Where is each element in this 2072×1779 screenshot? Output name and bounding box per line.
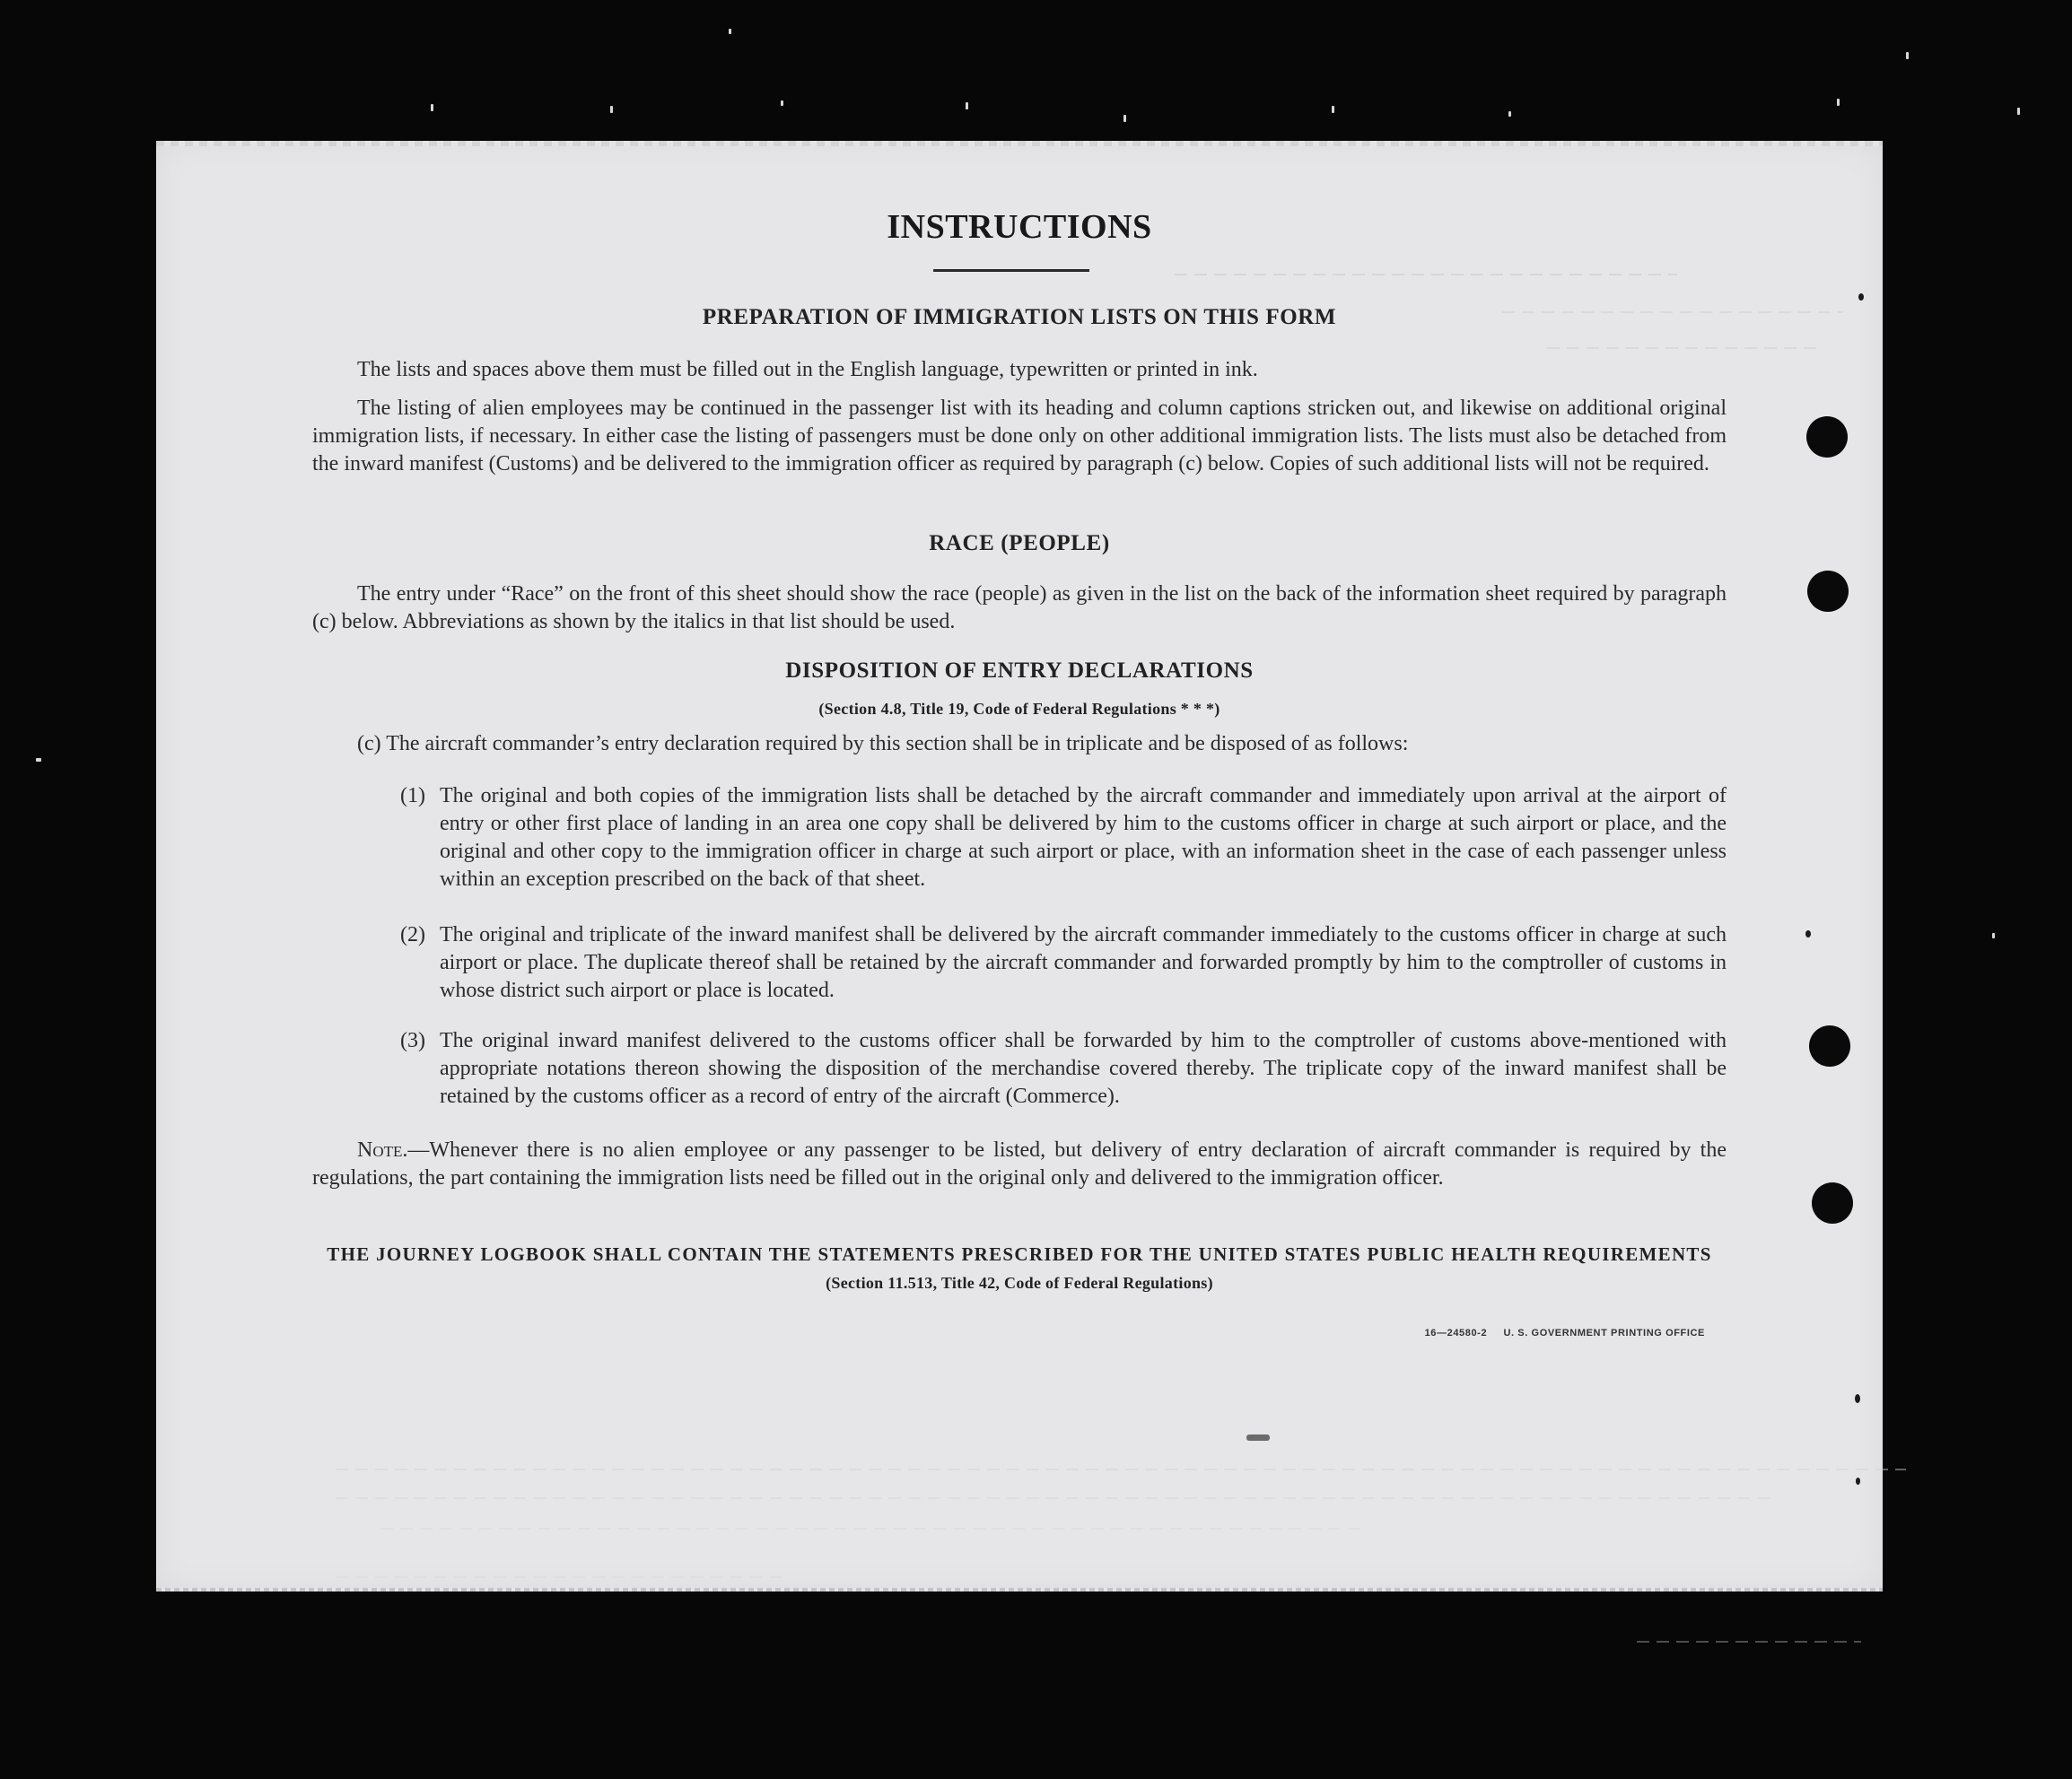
bleed-through-line: [336, 1576, 784, 1578]
title-underline: [933, 269, 1089, 272]
bleed-through-line: [336, 1469, 1906, 1470]
item-1-text: The original and both copies of the immigration lists shall be detached by the aircraft commander and immediately upon arrival at the airport of entry or other first place of landing in an area one copy shall be delivered by him to the customs officer in charge at such airport or place, and the original and other copy to the immigration officer in charge at such airport or place, with an information sheet in the case of each passenger unless within an exception prescribed on the back of that sheet.: [440, 784, 1727, 891]
item-3-text: The original inward manifest delivered to the customs officer shall be forwarded by him to the comptroller of customs above-mentioned with appropriate notations thereon showing the disposition of the merchandise covered thereby. The triplicate copy of the inward manifest shall be retained by the customs officer as a record of entry of the aircraft (Commerce).: [440, 1029, 1727, 1108]
dust-speck: [2017, 108, 2020, 115]
punch-hole: [1812, 1182, 1853, 1224]
bleed-through-line: [336, 1497, 1771, 1499]
item-3-number: (3): [400, 1029, 425, 1052]
page-title: INSTRUCTIONS: [887, 208, 1152, 246]
ink-mark: [1856, 1478, 1860, 1485]
dust-speck: [1123, 115, 1126, 122]
note-label: Note.: [357, 1138, 408, 1162]
dust-speck: [1906, 52, 1909, 59]
dust-speck: [1837, 99, 1840, 106]
dust-speck: [1508, 111, 1511, 117]
instruction-sheet: [156, 141, 1883, 1592]
health-requirements-line: THE JOURNEY LOGBOOK SHALL CONTAIN THE STATEMENTS PRESCRIBED FOR THE UNITED STATES PUBLIC HEALTH REQUIREMENTS: [327, 1243, 1712, 1265]
note-text: —Whenever there is no alien employee or any passenger to be listed, but delivery of entry declaration of aircraft commander is required by the regulations, the part containing the immigration lists need be filled out in the original only and delivered to the immigration officer.: [312, 1138, 1727, 1190]
disposition-citation: (Section 4.8, Title 19, Code of Federal Regulations * * *): [818, 700, 1220, 718]
bleed-through-line: [1547, 347, 1816, 349]
bleed-through-line: [380, 1528, 1368, 1530]
item-2-number: (2): [400, 923, 425, 946]
dust-speck: [1992, 933, 1995, 938]
section-heading-preparation: PREPARATION OF IMMIGRATION LISTS ON THIS FORM: [702, 305, 1337, 329]
bleed-through-line: [1175, 274, 1677, 275]
printer-name: U. S. GOVERNMENT PRINTING OFFICE: [1503, 1328, 1705, 1339]
disposition-intro: (c) The aircraft commander’s entry declaration required by this section shall be in triplicate and be disposed of as follows:: [357, 732, 1409, 755]
note-paragraph: [312, 1137, 1727, 1192]
dust-speck: [781, 100, 783, 106]
ink-mark: [1246, 1435, 1270, 1441]
dust-speck: [431, 104, 433, 111]
section-heading-race: RACE (PEOPLE): [929, 531, 1110, 555]
item-2-text: The original and triplicate of the inward manifest shall be delivered by the aircraft commander immediately to the customs officer in charge at such airport or place. The duplicate thereof shall be retained by the aircraft commander and forwarded promptly by him to the comptroller of customs in whose district such airport or place is located.: [440, 923, 1727, 1002]
dust-speck: [1332, 106, 1334, 113]
punch-hole: [1806, 416, 1848, 458]
punch-hole: [1809, 1025, 1850, 1067]
paragraph-race: The entry under “Race” on the front of this sheet should show the race (people) as given in the list on the back of the information sheet required by paragraph (c) below. Abbreviations as shown by the italics in that list should be used.: [312, 582, 1727, 633]
printer-imprint: [1425, 1328, 1705, 1339]
dust-speck: [966, 102, 968, 109]
dust-speck: [36, 758, 41, 762]
ink-mark: [1805, 930, 1811, 937]
punch-hole: [1807, 571, 1849, 612]
paragraph-preparation-2: The listing of alien employees may be continued in the passenger list with its heading and column captions stricken out, and likewise on additional original immigration lists, if necessary. In either case the listing of passengers must be done only on other additional immigration lists. The lists must also be detached from the inward manifest (Customs) and be delivered to the immigration officer as required by paragraph (c) below. Copies of such additional lists will not be required.: [312, 397, 1727, 475]
section-heading-disposition: DISPOSITION OF ENTRY DECLARATIONS: [785, 658, 1254, 683]
ink-mark: [1858, 293, 1864, 301]
paragraph-preparation-1: The lists and spaces above them must be filled out in the English language, typewritten or printed in ink.: [357, 358, 1258, 381]
dust-speck: [610, 106, 613, 113]
dust-speck: [729, 29, 731, 34]
health-citation: (Section 11.513, Title 42, Code of Federal Regulations): [826, 1274, 1213, 1292]
item-1-number: (1): [400, 784, 425, 807]
ink-mark: [1855, 1394, 1860, 1403]
bleed-through-line: [1637, 1641, 1861, 1643]
printer-code: 16—24580-2: [1424, 1328, 1488, 1339]
